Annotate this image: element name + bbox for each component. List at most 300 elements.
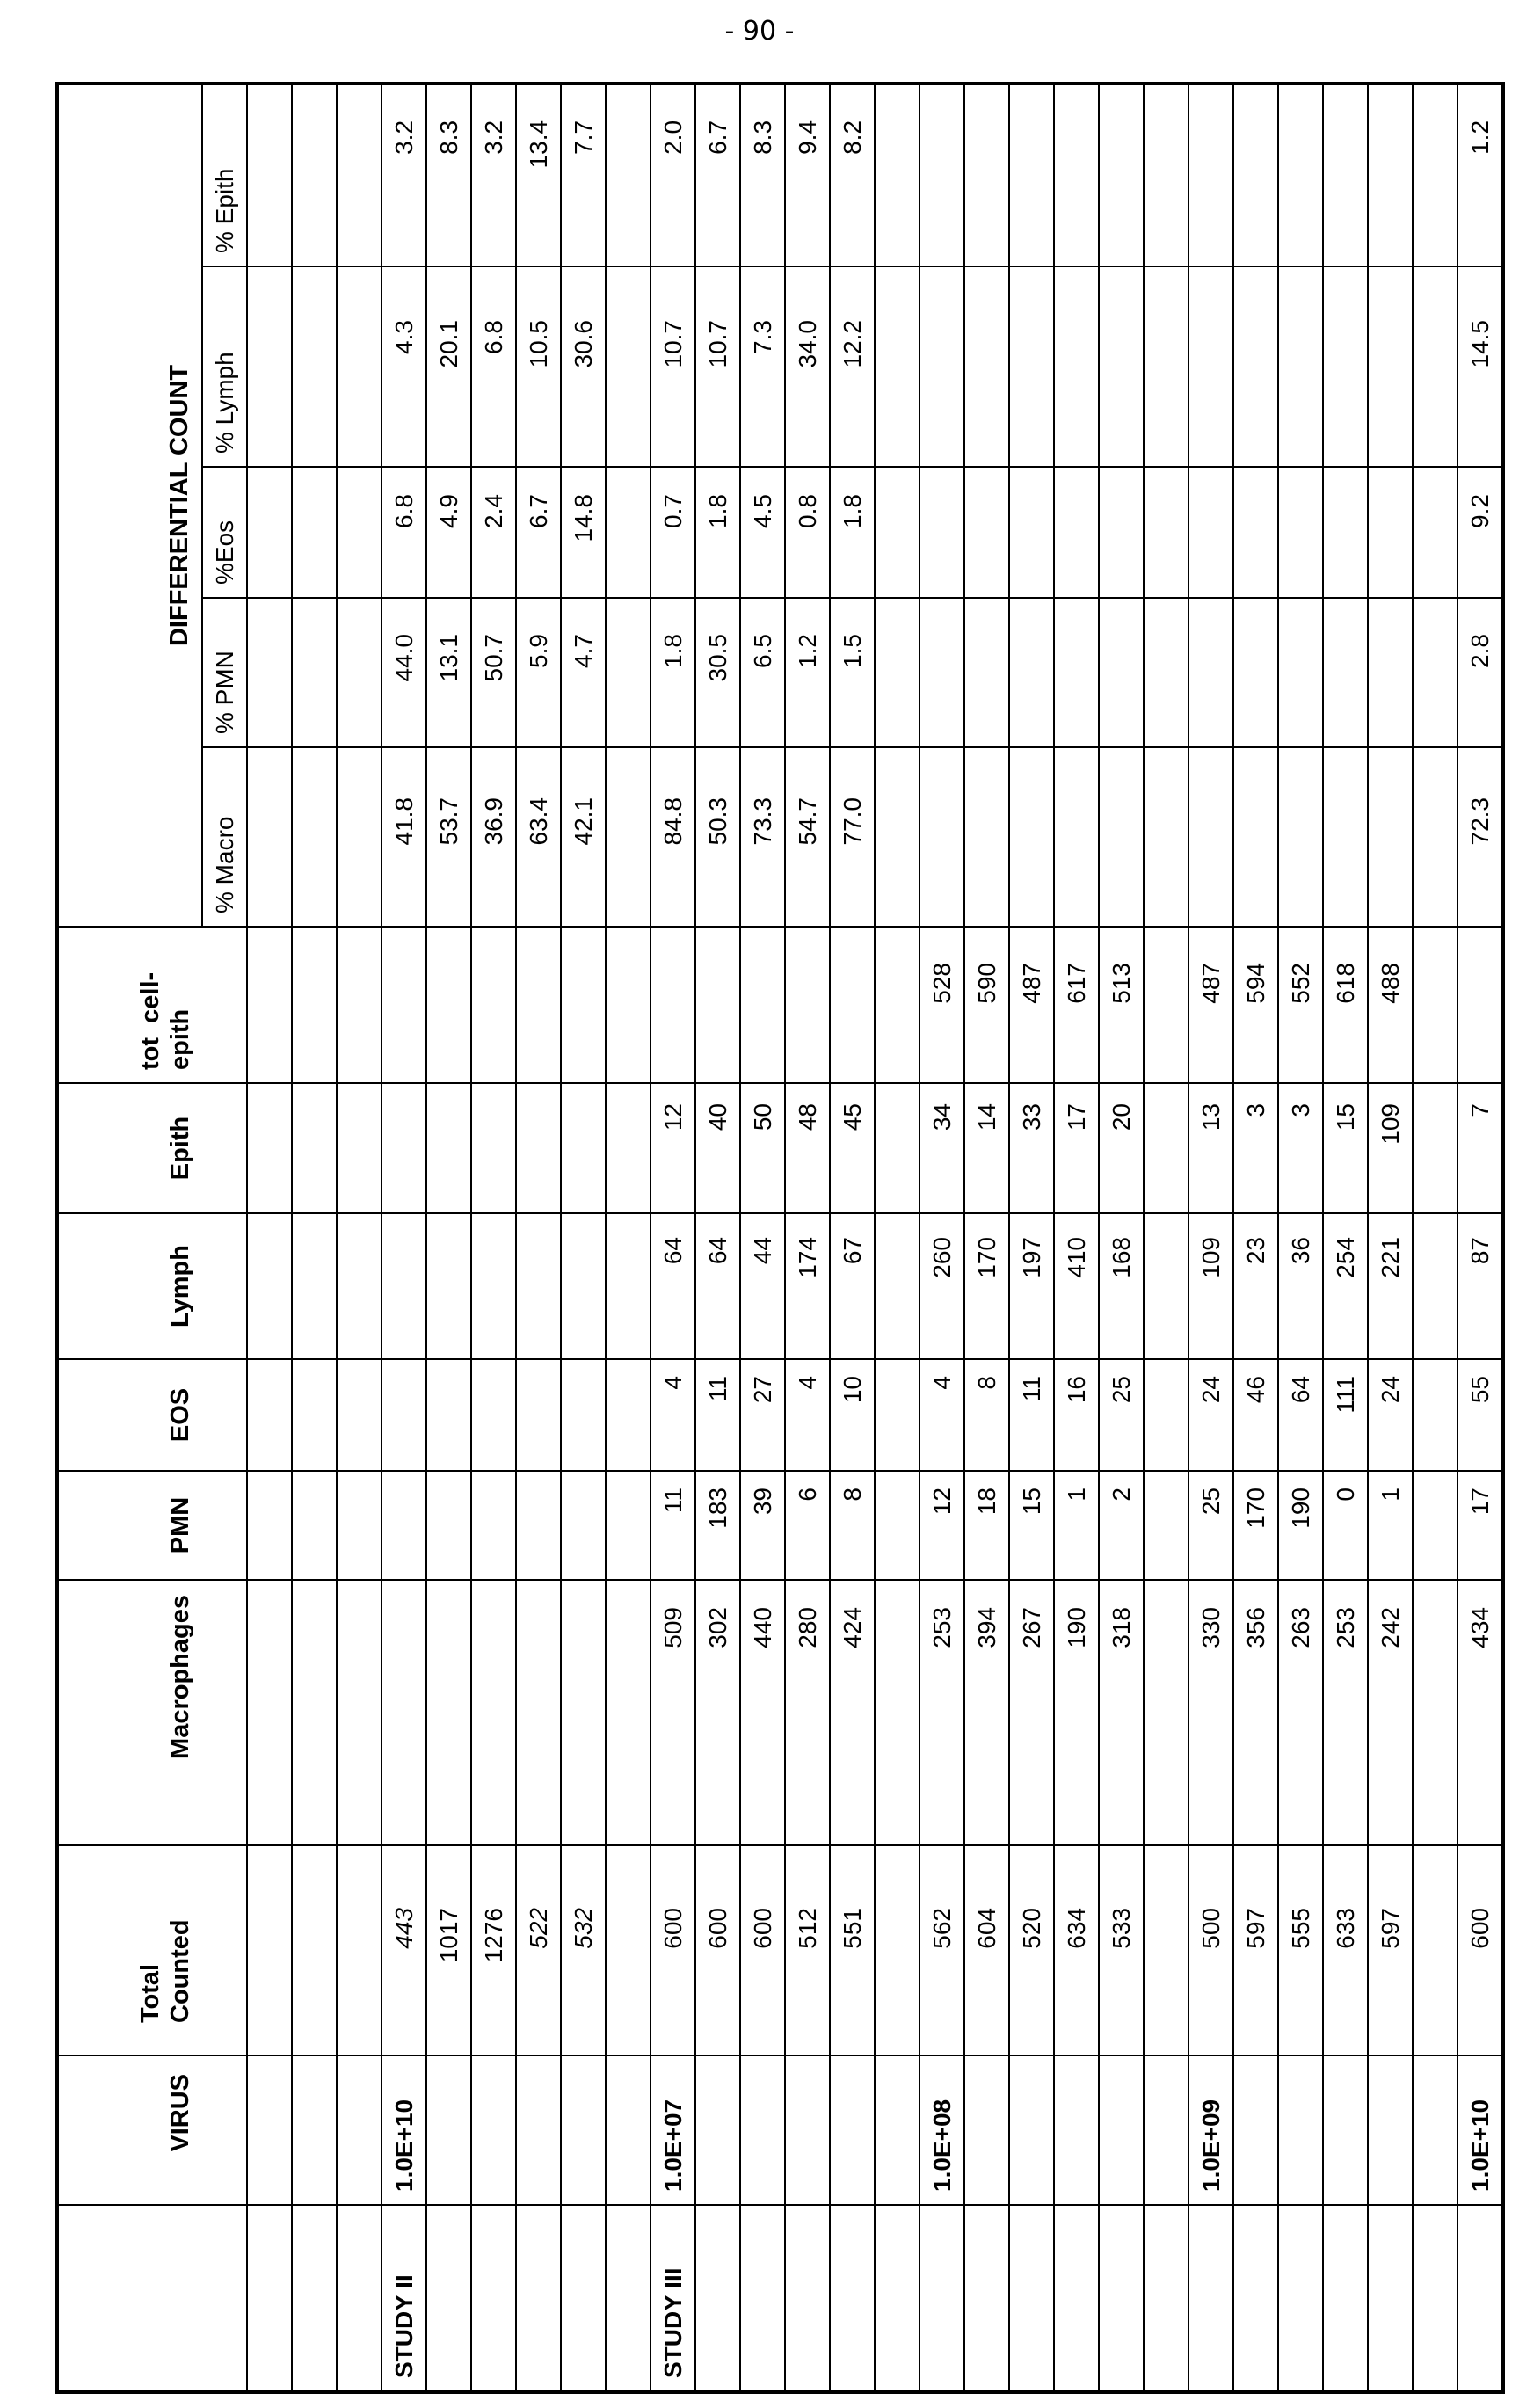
cell-pct-macro xyxy=(1413,747,1457,927)
subheader-pct-epith: % Epith xyxy=(202,84,247,266)
cell-pmn xyxy=(875,1471,919,1580)
cell-pct-lymph xyxy=(1413,266,1457,467)
subheader-blank xyxy=(202,1845,247,2055)
cell-virus: 1.0E+09 xyxy=(1188,2055,1233,2205)
cell-total-counted xyxy=(1144,1845,1188,2055)
cell-macrophages xyxy=(292,1580,337,1845)
cell-virus xyxy=(516,2055,561,2205)
blank-row xyxy=(606,84,650,2392)
blank-row xyxy=(875,84,919,2392)
cell-pct-macro: 50.3 xyxy=(695,747,740,927)
cell-pct-epith: 13.4 xyxy=(516,84,561,266)
cell-tot-cell-epith: 552 xyxy=(1278,927,1323,1083)
header-total-line1: Total xyxy=(136,1859,165,2023)
cell-pct-pmn xyxy=(606,598,650,747)
cell-total-counted: 533 xyxy=(1099,1845,1144,2055)
cell-pct-pmn xyxy=(875,598,919,747)
cell-tot-cell-epith xyxy=(875,927,919,1083)
cell-lymph: 64 xyxy=(695,1213,740,1359)
cell-study xyxy=(516,2205,561,2392)
cell-pct-eos xyxy=(1413,467,1457,598)
cell-pmn xyxy=(426,1471,471,1580)
cell-pmn xyxy=(337,1471,382,1580)
header-lymph: Lymph xyxy=(57,1213,202,1359)
cell-study xyxy=(1233,2205,1278,2392)
cell-pmn xyxy=(1413,1471,1457,1580)
subheader-blank xyxy=(202,2055,247,2205)
cell-eos: 8 xyxy=(964,1359,1009,1471)
cell-pct-eos: 4.9 xyxy=(426,467,471,598)
cell-pct-lymph xyxy=(337,266,382,467)
cell-lymph: 410 xyxy=(1054,1213,1099,1359)
cell-pct-pmn: 5.9 xyxy=(516,598,561,747)
cell-pct-epith: 8.2 xyxy=(830,84,875,266)
table-row xyxy=(561,84,606,2392)
cell-virus xyxy=(247,2055,292,2205)
cell-epith: 14 xyxy=(964,1083,1009,1213)
cell-study xyxy=(1278,2205,1323,2392)
cell-pct-epith: 8.3 xyxy=(426,84,471,266)
cell-total-counted: 1017 xyxy=(426,1845,471,2055)
cell-total-counted xyxy=(606,1845,650,2055)
cell-epith: 109 xyxy=(1368,1083,1413,1213)
cell-pct-eos xyxy=(1144,467,1188,598)
cell-pct-lymph xyxy=(875,266,919,467)
cell-epith xyxy=(561,1083,606,1213)
cell-epith: 3 xyxy=(1233,1083,1278,1213)
header-eos: EOS xyxy=(57,1359,202,1471)
table-row xyxy=(740,84,785,2392)
cell-tot-cell-epith xyxy=(471,927,516,1083)
cell-macrophages: 318 xyxy=(1099,1580,1144,1845)
table-row xyxy=(471,84,516,2392)
cell-pct-pmn: 2.8 xyxy=(1457,598,1503,747)
cell-study xyxy=(292,2205,337,2392)
cell-pct-macro xyxy=(1188,747,1233,927)
cell-pct-lymph: 20.1 xyxy=(426,266,471,467)
cell-pct-pmn xyxy=(1099,598,1144,747)
cell-pct-pmn xyxy=(1323,598,1368,747)
cell-pct-macro xyxy=(292,747,337,927)
table-row xyxy=(516,84,561,2392)
cell-pct-epith: 1.2 xyxy=(1457,84,1503,266)
cell-tot-cell-epith: 617 xyxy=(1054,927,1099,1083)
cell-pct-lymph: 7.3 xyxy=(740,266,785,467)
cell-pct-epith: 9.4 xyxy=(785,84,830,266)
cell-pct-pmn xyxy=(1413,598,1457,747)
cell-lymph xyxy=(875,1213,919,1359)
cell-pct-pmn: 30.5 xyxy=(695,598,740,747)
cell-study xyxy=(1323,2205,1368,2392)
cell-pct-macro xyxy=(875,747,919,927)
cell-pct-epith xyxy=(1323,84,1368,266)
cell-tot-cell-epith: 513 xyxy=(1099,927,1144,1083)
cell-pct-eos xyxy=(337,467,382,598)
cell-pct-lymph: 6.8 xyxy=(471,266,516,467)
cell-macrophages: 424 xyxy=(830,1580,875,1845)
cell-pmn: 6 xyxy=(785,1471,830,1580)
cell-tot-cell-epith xyxy=(292,927,337,1083)
cell-epith: 33 xyxy=(1009,1083,1054,1213)
cell-total-counted: 443 xyxy=(382,1845,426,2055)
cell-pct-macro xyxy=(1233,747,1278,927)
cell-tot-cell-epith xyxy=(337,927,382,1083)
cell-total-counted xyxy=(247,1845,292,2055)
cell-virus xyxy=(1144,2055,1188,2205)
cell-total-counted: 522 xyxy=(516,1845,561,2055)
cell-pct-macro xyxy=(1009,747,1054,927)
cell-macrophages xyxy=(1413,1580,1457,1845)
cell-pct-pmn: 6.5 xyxy=(740,598,785,747)
cell-pct-lymph xyxy=(1188,266,1233,467)
cell-macrophages xyxy=(426,1580,471,1845)
cell-study xyxy=(606,2205,650,2392)
cell-lymph: 174 xyxy=(785,1213,830,1359)
cell-total-counted: 600 xyxy=(695,1845,740,2055)
cell-macrophages: 440 xyxy=(740,1580,785,1845)
cell-tot-cell-epith: 590 xyxy=(964,927,1009,1083)
cell-pct-macro xyxy=(606,747,650,927)
cell-pct-lymph xyxy=(1368,266,1413,467)
cell-pmn: 190 xyxy=(1278,1471,1323,1580)
cell-lymph: 254 xyxy=(1323,1213,1368,1359)
cell-pct-lymph xyxy=(1323,266,1368,467)
subheader-pct-pmn: % PMN xyxy=(202,598,247,747)
header-pmn: PMN xyxy=(57,1471,202,1580)
table-row xyxy=(650,84,695,2392)
cell-macrophages: 242 xyxy=(1368,1580,1413,1845)
cell-macrophages xyxy=(606,1580,650,1845)
cell-virus xyxy=(606,2055,650,2205)
cell-lymph xyxy=(1413,1213,1457,1359)
cell-eos xyxy=(606,1359,650,1471)
cell-lymph xyxy=(426,1213,471,1359)
table-row xyxy=(785,84,830,2392)
cell-pmn xyxy=(292,1471,337,1580)
cell-pct-macro xyxy=(1144,747,1188,927)
cell-lymph: 64 xyxy=(650,1213,695,1359)
cell-macrophages: 434 xyxy=(1457,1580,1503,1845)
header-macrophages: Macrophages xyxy=(57,1580,202,1845)
cell-pct-eos xyxy=(1233,467,1278,598)
cell-epith xyxy=(426,1083,471,1213)
cell-pct-macro: 84.8 xyxy=(650,747,695,927)
cell-pct-pmn xyxy=(1188,598,1233,747)
cell-pct-eos xyxy=(1323,467,1368,598)
cell-lymph: 23 xyxy=(1233,1213,1278,1359)
cell-pct-macro xyxy=(337,747,382,927)
cell-pct-macro: 73.3 xyxy=(740,747,785,927)
cell-lymph xyxy=(606,1213,650,1359)
cell-pct-eos: 2.4 xyxy=(471,467,516,598)
cell-pct-epith xyxy=(337,84,382,266)
cell-eos xyxy=(292,1359,337,1471)
cell-epith xyxy=(1413,1083,1457,1213)
cell-total-counted: 520 xyxy=(1009,1845,1054,2055)
cell-pct-eos: 1.8 xyxy=(830,467,875,598)
cell-pct-epith xyxy=(875,84,919,266)
cell-total-counted: 634 xyxy=(1054,1845,1099,2055)
cell-pct-epith xyxy=(1413,84,1457,266)
cell-pmn: 1 xyxy=(1054,1471,1099,1580)
cell-tot-cell-epith xyxy=(1144,927,1188,1083)
cell-pct-eos xyxy=(964,467,1009,598)
cell-study xyxy=(964,2205,1009,2392)
cell-eos: 4 xyxy=(785,1359,830,1471)
cell-pct-epith: 3.2 xyxy=(471,84,516,266)
cell-tot-cell-epith xyxy=(606,927,650,1083)
cell-virus xyxy=(1233,2055,1278,2205)
cell-macrophages: 509 xyxy=(650,1580,695,1845)
cell-pct-epith xyxy=(1188,84,1233,266)
cell-lymph xyxy=(382,1213,426,1359)
subheader-row xyxy=(202,84,247,2392)
cell-tot-cell-epith xyxy=(1457,927,1503,1083)
cell-pct-pmn xyxy=(1233,598,1278,747)
cell-total-counted: 551 xyxy=(830,1845,875,2055)
cell-pct-epith xyxy=(919,84,964,266)
cell-virus: 1.0E+10 xyxy=(1457,2055,1503,2205)
cell-pct-epith: 7.7 xyxy=(561,84,606,266)
cell-virus xyxy=(785,2055,830,2205)
table-row xyxy=(1188,84,1233,2392)
cell-total-counted: 600 xyxy=(740,1845,785,2055)
cell-pct-macro xyxy=(919,747,964,927)
cell-pmn xyxy=(471,1471,516,1580)
cell-eos: 4 xyxy=(919,1359,964,1471)
blank-row xyxy=(1144,84,1188,2392)
cell-pct-lymph: 10.7 xyxy=(650,266,695,467)
cell-pct-eos xyxy=(1099,467,1144,598)
cell-study xyxy=(1188,2205,1233,2392)
cell-pct-macro: 41.8 xyxy=(382,747,426,927)
cell-eos xyxy=(382,1359,426,1471)
cell-pct-pmn: 1.5 xyxy=(830,598,875,747)
cell-eos: 10 xyxy=(830,1359,875,1471)
cell-pmn xyxy=(247,1471,292,1580)
cell-tot-cell-epith xyxy=(830,927,875,1083)
cell-pmn: 15 xyxy=(1009,1471,1054,1580)
cell-macrophages: 356 xyxy=(1233,1580,1278,1845)
cell-pct-lymph xyxy=(1009,266,1054,467)
cell-pct-epith xyxy=(1144,84,1188,266)
cell-macrophages: 267 xyxy=(1009,1580,1054,1845)
cell-study xyxy=(1457,2205,1503,2392)
cell-macrophages xyxy=(337,1580,382,1845)
cell-tot-cell-epith xyxy=(561,927,606,1083)
cell-macrophages xyxy=(247,1580,292,1845)
cell-study xyxy=(247,2205,292,2392)
cell-lymph: 36 xyxy=(1278,1213,1323,1359)
cell-study xyxy=(426,2205,471,2392)
table-row xyxy=(695,84,740,2392)
cell-epith: 20 xyxy=(1099,1083,1144,1213)
cell-pct-lymph xyxy=(292,266,337,467)
cell-study xyxy=(785,2205,830,2392)
cell-pct-pmn xyxy=(1054,598,1099,747)
cell-epith: 12 xyxy=(650,1083,695,1213)
cell-study xyxy=(740,2205,785,2392)
cell-pmn: 39 xyxy=(740,1471,785,1580)
cell-pct-lymph: 14.5 xyxy=(1457,266,1503,467)
cell-tot-cell-epith: 488 xyxy=(1368,927,1413,1083)
cell-pmn xyxy=(561,1471,606,1580)
cell-pct-macro: 72.3 xyxy=(1457,747,1503,927)
subheader-blank xyxy=(202,1471,247,1580)
cell-study xyxy=(1009,2205,1054,2392)
cell-study xyxy=(919,2205,964,2392)
subheader-blank xyxy=(202,927,247,1083)
cell-study xyxy=(695,2205,740,2392)
cell-epith xyxy=(606,1083,650,1213)
cell-pct-epith xyxy=(1009,84,1054,266)
cell-total-counted: 555 xyxy=(1278,1845,1323,2055)
cell-eos xyxy=(1144,1359,1188,1471)
cell-eos: 111 xyxy=(1323,1359,1368,1471)
cell-tot-cell-epith: 594 xyxy=(1233,927,1278,1083)
cell-lymph: 109 xyxy=(1188,1213,1233,1359)
cell-pct-eos: 6.7 xyxy=(516,467,561,598)
cell-lymph xyxy=(561,1213,606,1359)
cell-virus xyxy=(740,2055,785,2205)
cell-pct-pmn: 13.1 xyxy=(426,598,471,747)
cell-tot-cell-epith xyxy=(382,927,426,1083)
header-epith: Epith xyxy=(57,1083,202,1213)
cell-tot-cell-epith: 487 xyxy=(1009,927,1054,1083)
cell-pmn xyxy=(382,1471,426,1580)
cell-total-counted: 600 xyxy=(650,1845,695,2055)
cell-virus xyxy=(1009,2055,1054,2205)
header-tot-cell-epith xyxy=(57,927,202,1083)
cell-total-counted: 604 xyxy=(964,1845,1009,2055)
cell-lymph: 170 xyxy=(964,1213,1009,1359)
subheader-blank xyxy=(202,1213,247,1359)
cell-pct-epith xyxy=(606,84,650,266)
cell-tot-cell-epith xyxy=(247,927,292,1083)
cell-pmn: 2 xyxy=(1099,1471,1144,1580)
cell-pct-pmn xyxy=(1144,598,1188,747)
cell-epith xyxy=(471,1083,516,1213)
cell-pct-lymph xyxy=(964,266,1009,467)
cell-eos xyxy=(471,1359,516,1471)
cell-pct-eos: 9.2 xyxy=(1457,467,1503,598)
cell-pct-pmn xyxy=(247,598,292,747)
cell-pct-macro xyxy=(1368,747,1413,927)
cell-total-counted: 512 xyxy=(785,1845,830,2055)
cell-study: STUDY III xyxy=(650,2205,695,2392)
cell-pmn xyxy=(516,1471,561,1580)
blank-row xyxy=(1413,84,1457,2392)
cell-pct-pmn xyxy=(964,598,1009,747)
cell-epith: 45 xyxy=(830,1083,875,1213)
cell-pct-macro xyxy=(964,747,1009,927)
cell-total-counted: 600 xyxy=(1457,1845,1503,2055)
cell-pct-eos xyxy=(875,467,919,598)
cell-pct-eos: 6.8 xyxy=(382,467,426,598)
cell-tot-cell-epith xyxy=(695,927,740,1083)
cell-eos: 24 xyxy=(1368,1359,1413,1471)
cell-pct-epith xyxy=(964,84,1009,266)
cell-lymph: 67 xyxy=(830,1213,875,1359)
table-row xyxy=(1009,84,1054,2392)
cell-pct-pmn: 1.2 xyxy=(785,598,830,747)
cell-pct-lymph xyxy=(1144,266,1188,467)
cell-pct-macro xyxy=(1278,747,1323,927)
cell-virus xyxy=(1323,2055,1368,2205)
cell-tot-cell-epith xyxy=(1413,927,1457,1083)
cell-study xyxy=(471,2205,516,2392)
cell-pct-eos: 14.8 xyxy=(561,467,606,598)
cell-virus xyxy=(337,2055,382,2205)
cell-eos: 64 xyxy=(1278,1359,1323,1471)
cell-pct-lymph: 30.6 xyxy=(561,266,606,467)
cell-lymph xyxy=(247,1213,292,1359)
cell-lymph: 197 xyxy=(1009,1213,1054,1359)
header-totcell-line2: epith xyxy=(166,940,195,1070)
cell-macrophages: 253 xyxy=(1323,1580,1368,1845)
cell-eos: 16 xyxy=(1054,1359,1099,1471)
cell-pmn: 183 xyxy=(695,1471,740,1580)
cell-lymph xyxy=(1144,1213,1188,1359)
cell-epith xyxy=(875,1083,919,1213)
subheader-blank xyxy=(202,1083,247,1213)
header-total-line2: Counted xyxy=(166,1859,195,2023)
cell-eos: 27 xyxy=(740,1359,785,1471)
cell-pct-eos xyxy=(247,467,292,598)
cell-macrophages: 394 xyxy=(964,1580,1009,1845)
cell-virus xyxy=(695,2055,740,2205)
cell-study xyxy=(1144,2205,1188,2392)
cell-epith: 40 xyxy=(695,1083,740,1213)
cell-total-counted: 562 xyxy=(919,1845,964,2055)
cell-total-counted: 500 xyxy=(1188,1845,1233,2055)
cell-pct-pmn xyxy=(292,598,337,747)
subheader-pct-lymph: % Lymph xyxy=(202,266,247,467)
table-row xyxy=(1368,84,1413,2392)
cell-lymph xyxy=(292,1213,337,1359)
cell-pct-pmn: 50.7 xyxy=(471,598,516,747)
cell-eos: 24 xyxy=(1188,1359,1233,1471)
table-row xyxy=(1233,84,1278,2392)
subheader-pct-eos: %Eos xyxy=(202,467,247,598)
blank-row xyxy=(292,84,337,2392)
cell-pct-epith xyxy=(1099,84,1144,266)
cell-macrophages xyxy=(382,1580,426,1845)
cell-pct-pmn: 44.0 xyxy=(382,598,426,747)
cell-pct-pmn: 1.8 xyxy=(650,598,695,747)
cell-pct-macro: 77.0 xyxy=(830,747,875,927)
cell-pmn xyxy=(1144,1471,1188,1580)
cell-pct-pmn xyxy=(919,598,964,747)
cell-pct-epith: 2.0 xyxy=(650,84,695,266)
cell-pct-eos xyxy=(919,467,964,598)
cell-pct-epith: 3.2 xyxy=(382,84,426,266)
cell-eos xyxy=(875,1359,919,1471)
cell-virus xyxy=(830,2055,875,2205)
table-row xyxy=(1323,84,1368,2392)
cell-total-counted: 1276 xyxy=(471,1845,516,2055)
table-row xyxy=(1457,84,1503,2392)
cell-total-counted xyxy=(875,1845,919,2055)
cell-pct-lymph: 4.3 xyxy=(382,266,426,467)
cell-pmn: 8 xyxy=(830,1471,875,1580)
cell-macrophages xyxy=(516,1580,561,1845)
page-number: - 90 - xyxy=(0,16,1519,47)
cell-pct-eos xyxy=(1368,467,1413,598)
cell-epith xyxy=(337,1083,382,1213)
cell-macrophages: 190 xyxy=(1054,1580,1099,1845)
cell-virus xyxy=(1413,2055,1457,2205)
